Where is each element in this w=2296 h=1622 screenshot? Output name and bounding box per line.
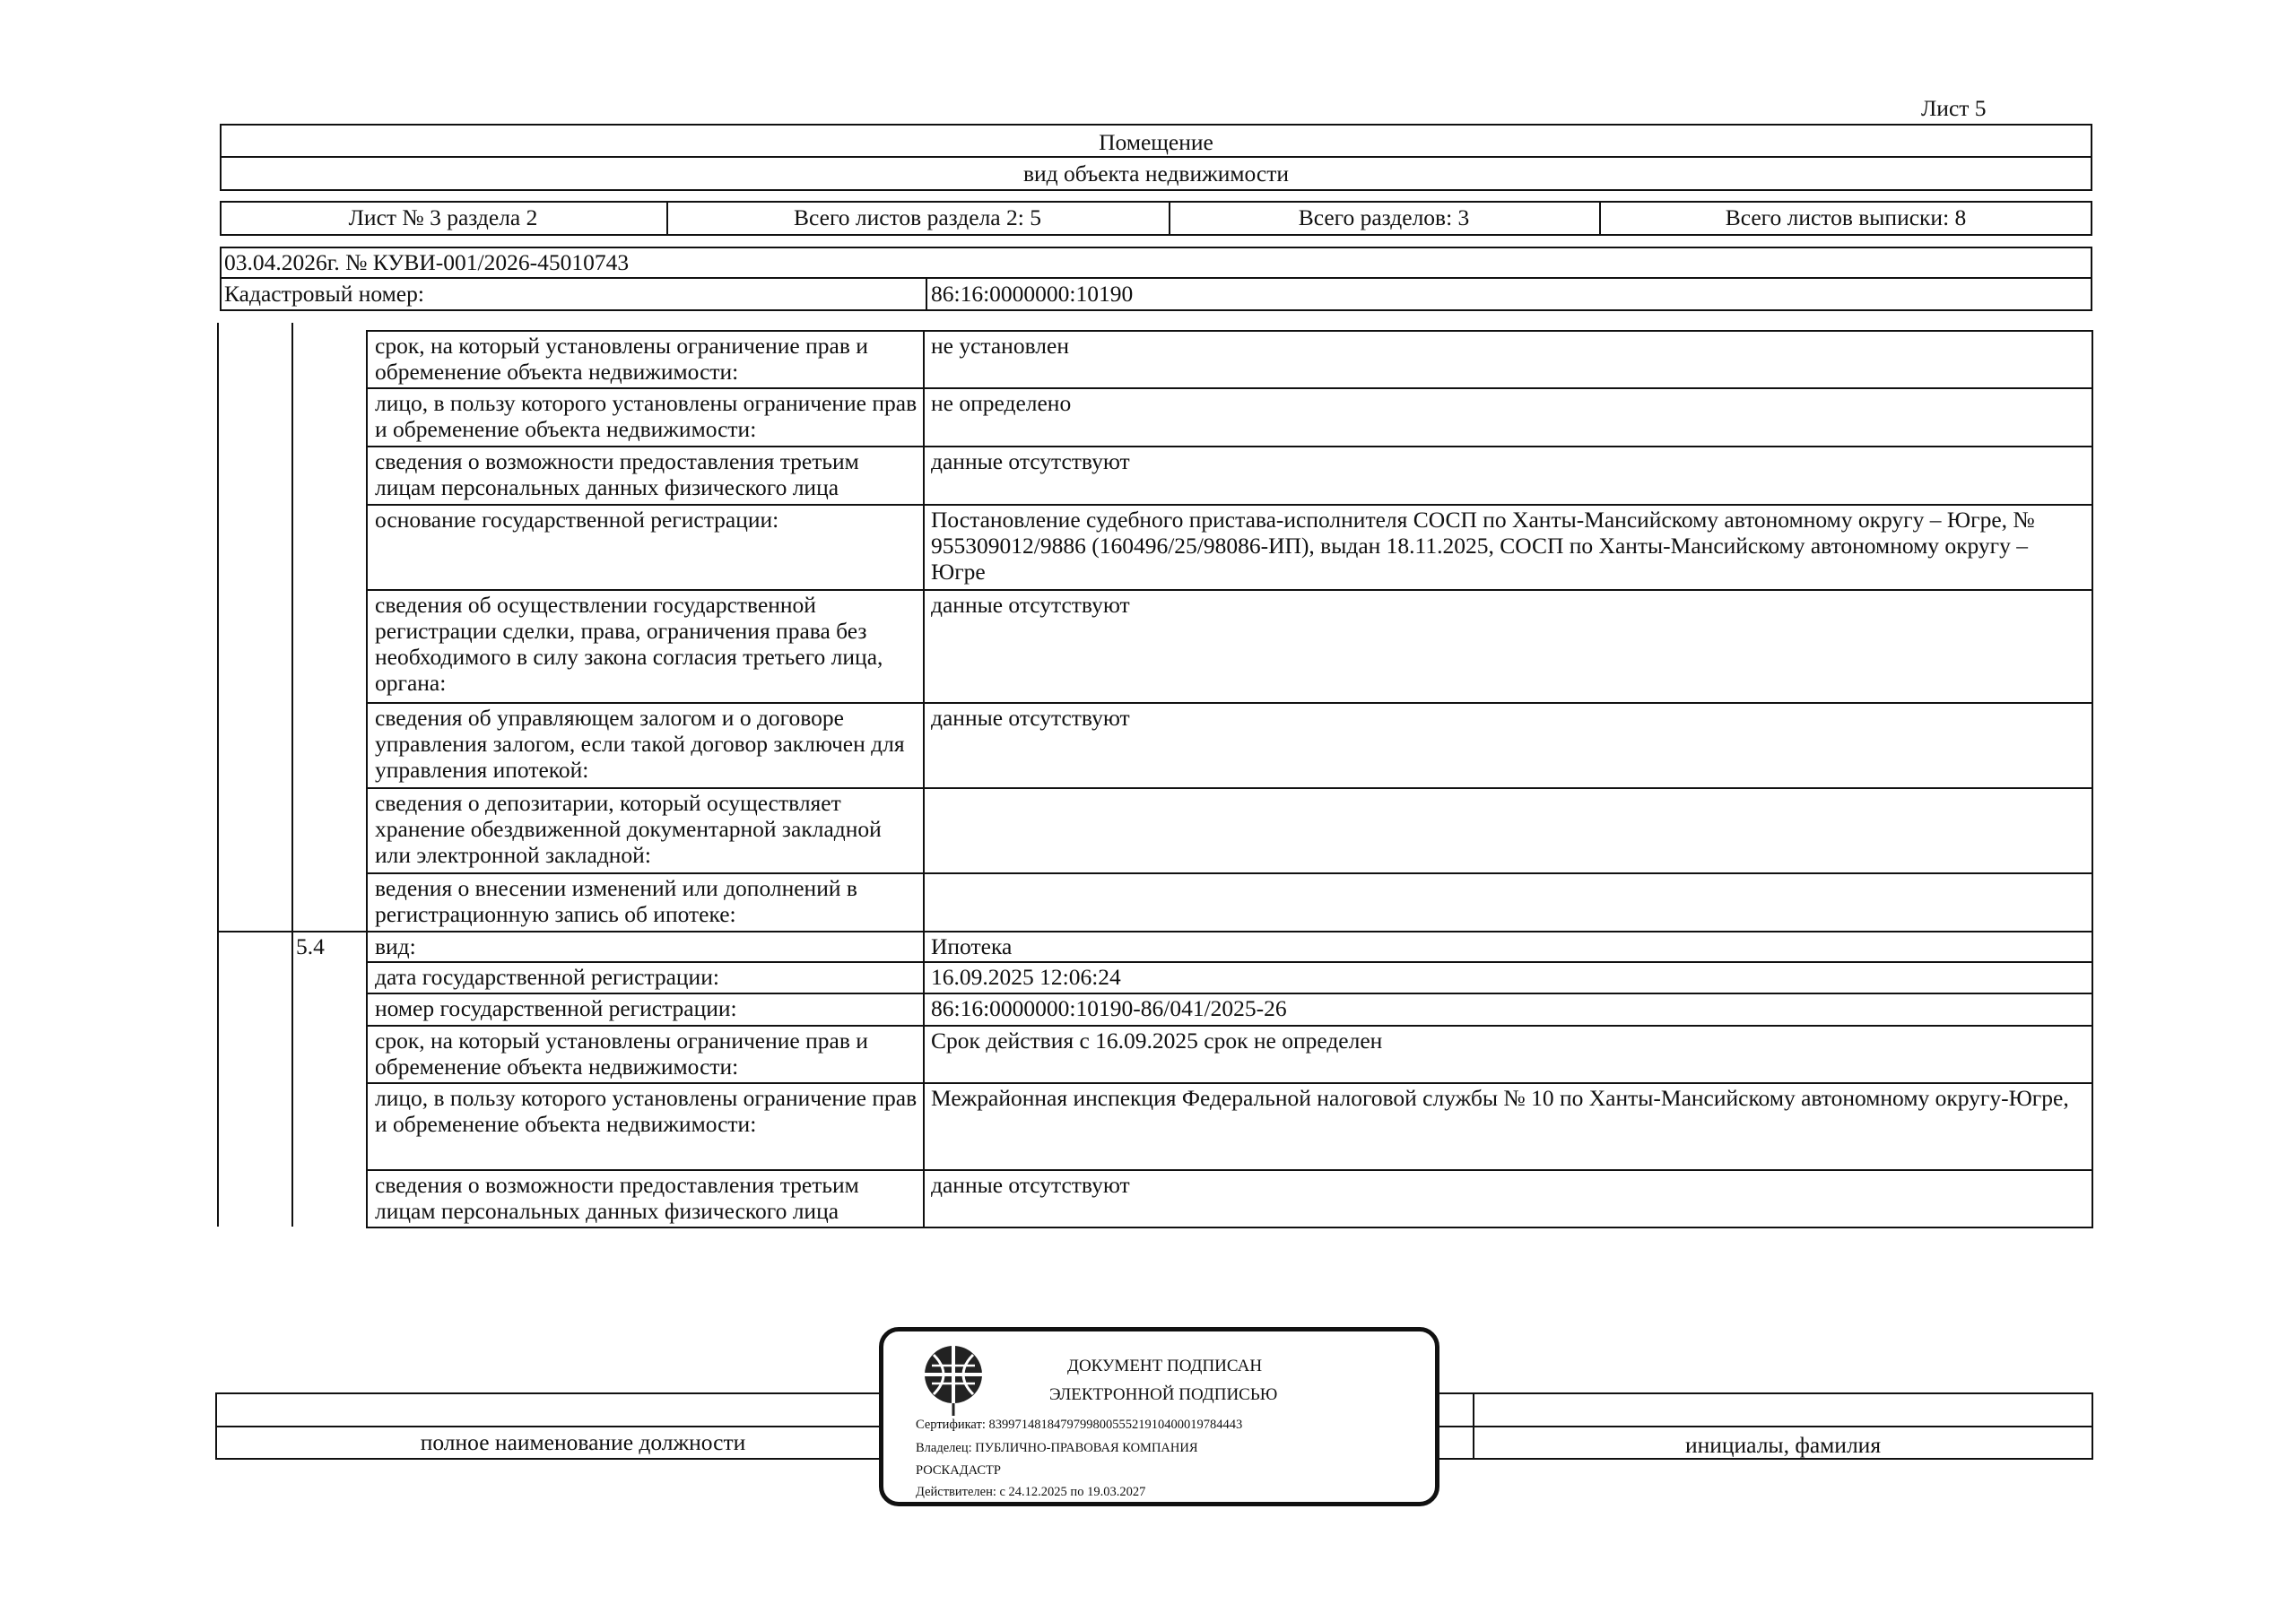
stamp-valid: Действителен: с 24.12.2025 по 19.03.2027 <box>916 1485 1146 1499</box>
extract-date-number: 03.04.2026г. № КУВИ-001/2026-45010743 <box>224 249 630 275</box>
row-label: лицо, в пользу которого установлены ограничение прав и обременение объекта недвижимости: <box>375 1085 918 1137</box>
row-value: данные отсутствуют <box>931 1172 1130 1198</box>
row-value: Постановление судебного пристава-исполнителя СОСП по Ханты-Мансийскому автономному округу – Югре, № 955309012/9886 (160496/25/98086-ИП), выдан 18.11.2025, СОСП по Ханты-Мансийскому автономному округу – Югре <box>931 507 2035 585</box>
row-value: не установлен <box>931 333 1069 359</box>
row-label: сведения о возможности предоставления третьим лицам персональных данных физического лица <box>375 448 859 500</box>
stamp-owner2: РОСКАДАСТР <box>916 1463 1001 1478</box>
row-label: основание государственной регистрации: <box>375 507 779 533</box>
total-sheets-extract: Всего листов выписки: 8 <box>1725 204 1967 230</box>
row-value: 86:16:0000000:10190-86/041/2025-26 <box>931 995 1287 1021</box>
stamp-line1: ДОКУМЕНТ ПОДПИСАН <box>1067 1357 1263 1375</box>
row-value: Межрайонная инспекция Федеральной налоговой службы № 10 по Ханты-Мансийскому автономному округу-Югре, <box>931 1085 2069 1111</box>
row-value: не определено <box>931 390 1072 416</box>
row-label: сведения об управляющем залогом и о договоре управления залогом, если такой договор заключен для управления ипотекой: <box>375 705 905 783</box>
row-label: сведения об осуществлении государственной регистрации сделки, права, ограничения права без необходимого в силу закона согласия третьего лица, органа: <box>375 592 883 696</box>
row-value: Срок действия с 16.09.2025 срок не определен <box>931 1028 1383 1054</box>
row-value: 16.09.2025 12:06:24 <box>931 964 1121 990</box>
total-sheets-section: Всего листов раздела 2: 5 <box>794 204 1041 230</box>
sheet-label: Лист 5 <box>1921 95 1987 121</box>
cadastral-value: 86:16:0000000:10190 <box>931 281 1134 307</box>
cadastral-label: Кадастровый номер: <box>224 281 424 307</box>
row-label: номер государственной регистрации: <box>375 995 737 1021</box>
sheet-of-section: Лист № 3 раздела 2 <box>348 204 538 230</box>
stamp-line2: ЭЛЕКТРОННОЙ ПОДПИСЬЮ <box>1049 1385 1278 1404</box>
row-label: сведения о возможности предоставления третьим лицам персональных данных физического лица <box>375 1172 859 1224</box>
row-label: сведения о депозитарии, который осуществляет хранение обездвиженной документарной закладной или электронной закладной: <box>375 790 882 868</box>
row-label: срок, на который установлены ограничение прав и обременение объекта недвижимости: <box>375 333 868 385</box>
total-sections: Всего разделов: 3 <box>1298 204 1470 230</box>
stamp-owner: Владелец: ПУБЛИЧНО-ПРАВОВАЯ КОМПАНИЯ <box>916 1441 1198 1455</box>
object-type: Помещение <box>1099 129 1213 155</box>
row-value: данные отсутствуют <box>931 448 1130 474</box>
row-label: ведения о внесении изменений или дополнений в регистрационную запись об ипотеке: <box>375 875 857 927</box>
row-value: данные отсутствуют <box>931 705 1130 731</box>
row-label: лицо, в пользу которого установлены ограничение прав и обременение объекта недвижимости: <box>375 390 918 442</box>
row-label: срок, на который установлены ограничение прав и обременение объекта недвижимости: <box>375 1028 868 1080</box>
signature-stamp <box>879 1327 1439 1506</box>
name-caption: инициалы, фамилия <box>1684 1432 1882 1458</box>
section-number: 5.4 <box>296 933 325 959</box>
position-caption: полное наименование должности <box>420 1429 746 1455</box>
row-value: Ипотека <box>931 933 1013 959</box>
stamp-certificate: Сертификат: 839971481847979980055521910400019784443 <box>916 1418 1243 1432</box>
row-label: дата государственной регистрации: <box>375 964 719 990</box>
row-label: вид: <box>375 933 416 959</box>
row-value: данные отсутствуют <box>931 592 1130 618</box>
globe-logo-icon <box>919 1339 987 1416</box>
object-type-caption: вид объекта недвижимости <box>1022 160 1289 186</box>
